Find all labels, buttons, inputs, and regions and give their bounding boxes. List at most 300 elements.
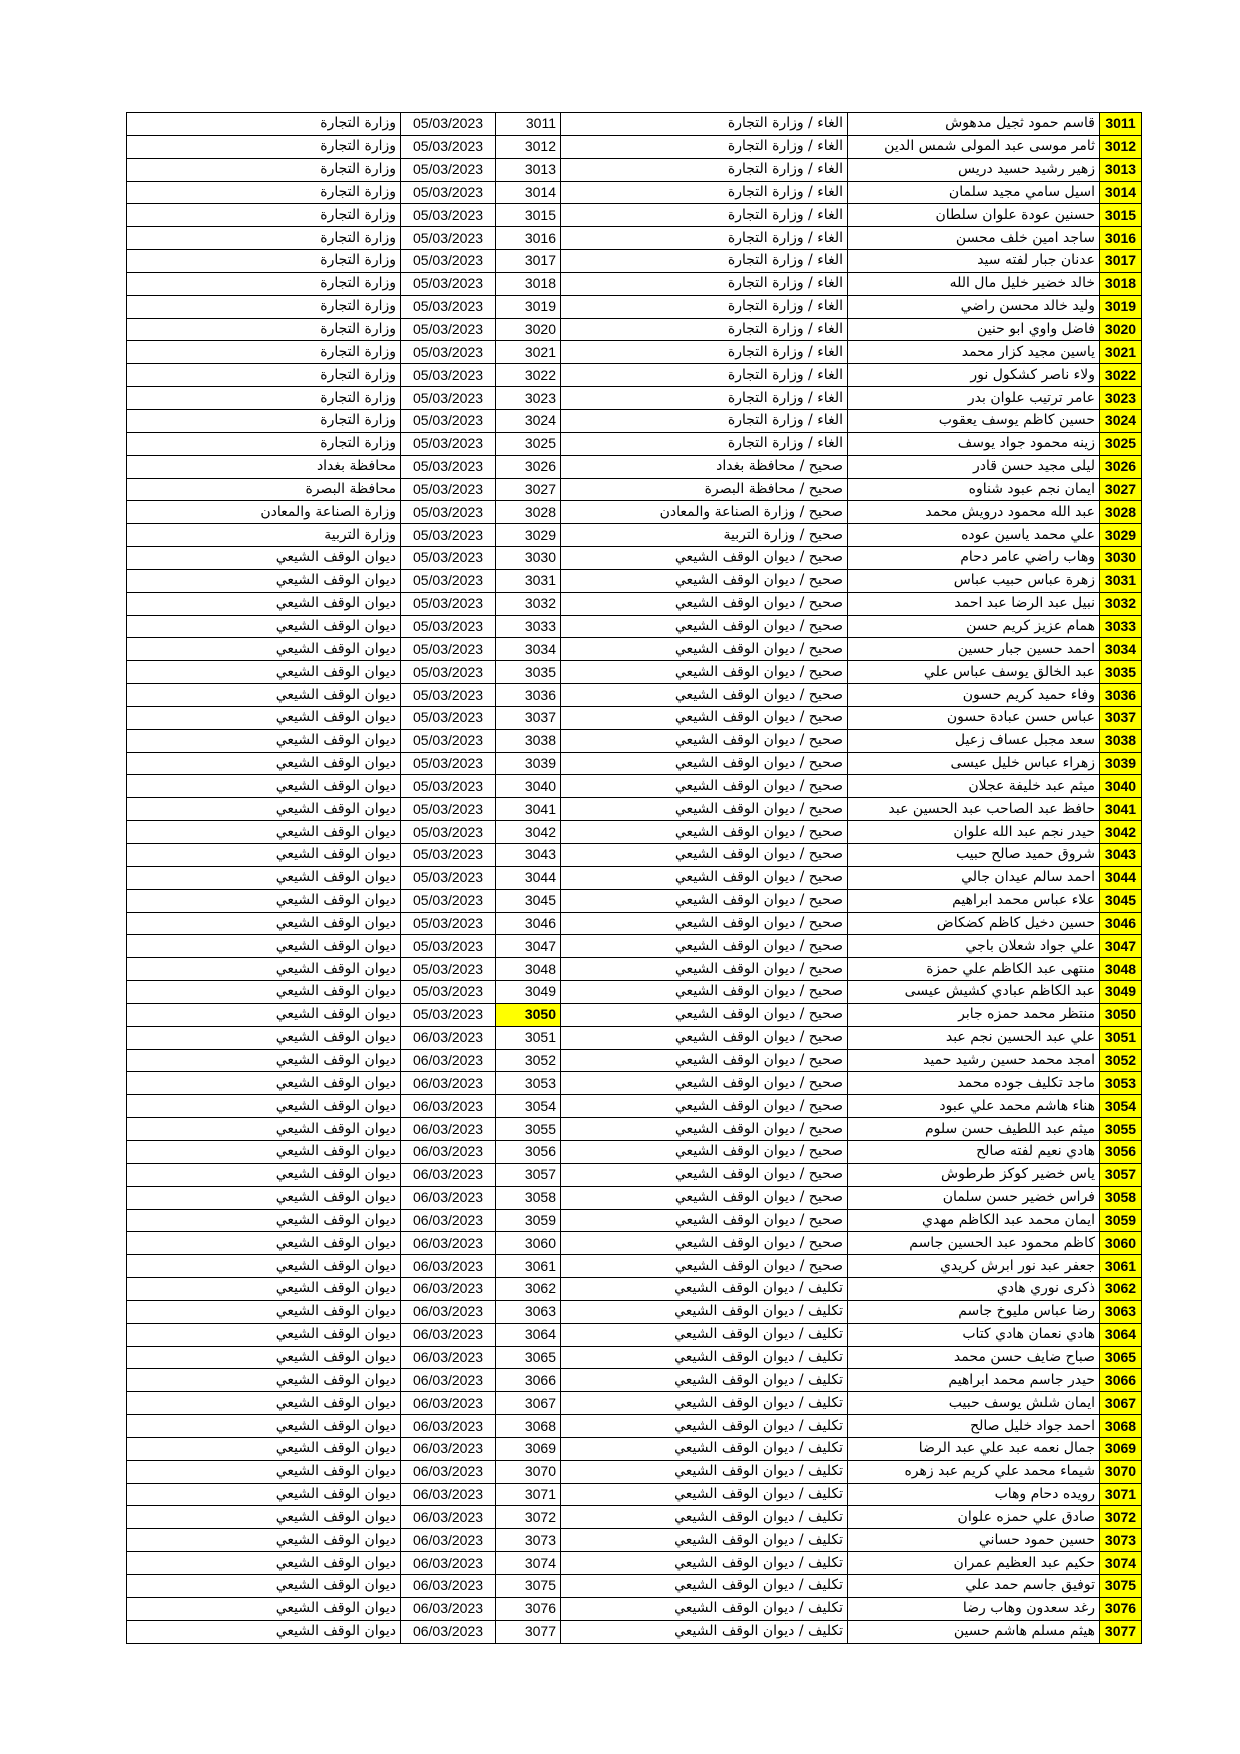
date-cell: 06/03/2023 — [401, 1232, 496, 1255]
reference-cell: 3075 — [496, 1575, 561, 1598]
reference-cell: 3068 — [496, 1415, 561, 1438]
row-number-cell: 3059 — [1100, 1209, 1142, 1232]
reference-cell: 3028 — [496, 501, 561, 524]
table-row — [127, 341, 1142, 364]
status-cell: صحيح / ديوان الوقف الشيعي — [561, 866, 848, 889]
table-row — [127, 1529, 1142, 1552]
reference-cell: 3032 — [496, 592, 561, 615]
table-row — [127, 729, 1142, 752]
table-row — [127, 1620, 1142, 1643]
table-row — [127, 1049, 1142, 1072]
status-cell: تكليف / ديوان الوقف الشيعي — [561, 1575, 848, 1598]
row-number-cell: 3062 — [1100, 1278, 1142, 1301]
date-cell: 06/03/2023 — [401, 1049, 496, 1072]
department-cell: ديوان الوقف الشيعي — [127, 1597, 401, 1620]
row-number-cell: 3024 — [1100, 409, 1142, 432]
department-cell: ديوان الوقف الشيعي — [127, 1163, 401, 1186]
reference-cell: 3061 — [496, 1255, 561, 1278]
date-cell: 05/03/2023 — [401, 958, 496, 981]
row-number-cell: 3013 — [1100, 158, 1142, 181]
department-cell: وزارة التجارة — [127, 318, 401, 341]
status-cell: صحيح / ديوان الوقف الشيعي — [561, 775, 848, 798]
name-cell: عباس حسن عبادة حسون — [848, 706, 1100, 729]
status-cell: صحيح / ديوان الوقف الشيعي — [561, 592, 848, 615]
status-cell: صحيح / ديوان الوقف الشيعي — [561, 889, 848, 912]
reference-cell: 3059 — [496, 1209, 561, 1232]
table-row — [127, 1392, 1142, 1415]
row-number-cell: 3018 — [1100, 272, 1142, 295]
date-cell: 05/03/2023 — [401, 409, 496, 432]
date-cell: 05/03/2023 — [401, 569, 496, 592]
reference-cell: 3056 — [496, 1140, 561, 1163]
reference-cell: 3020 — [496, 318, 561, 341]
status-cell: صحيح / ديوان الوقف الشيعي — [561, 1072, 848, 1095]
reference-cell: 3029 — [496, 524, 561, 547]
date-cell: 05/03/2023 — [401, 501, 496, 524]
row-number-cell: 3012 — [1100, 135, 1142, 158]
row-number-cell: 3022 — [1100, 364, 1142, 387]
status-cell: صحيح / ديوان الوقف الشيعي — [561, 1095, 848, 1118]
date-cell: 05/03/2023 — [401, 318, 496, 341]
department-cell: وزارة التجارة — [127, 364, 401, 387]
date-cell: 06/03/2023 — [401, 1163, 496, 1186]
reference-cell: 3057 — [496, 1163, 561, 1186]
department-cell: وزارة التجارة — [127, 227, 401, 250]
date-cell: 05/03/2023 — [401, 889, 496, 912]
status-cell: صحيح / محافظة بغداد — [561, 455, 848, 478]
reference-cell: 3047 — [496, 935, 561, 958]
reference-cell: 3076 — [496, 1597, 561, 1620]
table-row — [127, 432, 1142, 455]
status-cell: صحيح / ديوان الوقف الشيعي — [561, 935, 848, 958]
status-cell: تكليف / ديوان الوقف الشيعي — [561, 1506, 848, 1529]
row-number-cell: 3044 — [1100, 866, 1142, 889]
name-cell: حافظ عبد الصاحب عبد الحسين عبد — [848, 798, 1100, 821]
date-cell: 06/03/2023 — [401, 1140, 496, 1163]
reference-cell: 3019 — [496, 295, 561, 318]
table-row — [127, 158, 1142, 181]
name-cell: رضا عباس مليوخ جاسم — [848, 1300, 1100, 1323]
department-cell: ديوان الوقف الشيعي — [127, 1095, 401, 1118]
row-number-cell: 3035 — [1100, 661, 1142, 684]
row-number-cell: 3011 — [1100, 113, 1142, 136]
reference-cell: 3033 — [496, 615, 561, 638]
reference-cell: 3048 — [496, 958, 561, 981]
reference-cell: 3066 — [496, 1369, 561, 1392]
name-cell: ولاء ناصر كشكول نور — [848, 364, 1100, 387]
name-cell: ساجد امين خلف محسن — [848, 227, 1100, 250]
department-cell: ديوان الوقف الشيعي — [127, 1049, 401, 1072]
row-number-cell: 3076 — [1100, 1597, 1142, 1620]
reference-cell: 3027 — [496, 478, 561, 501]
status-cell: الغاء / وزارة التجارة — [561, 387, 848, 410]
status-cell: الغاء / وزارة التجارة — [561, 227, 848, 250]
reference-cell: 3065 — [496, 1346, 561, 1369]
row-number-cell: 3026 — [1100, 455, 1142, 478]
row-number-cell: 3057 — [1100, 1163, 1142, 1186]
date-cell: 05/03/2023 — [401, 364, 496, 387]
row-number-cell: 3030 — [1100, 547, 1142, 570]
department-cell: محافظة البصرة — [127, 478, 401, 501]
department-cell: وزارة التجارة — [127, 387, 401, 410]
status-cell: صحيح / ديوان الوقف الشيعي — [561, 798, 848, 821]
name-cell: ماجد تكليف جوده محمد — [848, 1072, 1100, 1095]
reference-cell: 3049 — [496, 981, 561, 1004]
reference-cell: 3039 — [496, 752, 561, 775]
row-number-cell: 3063 — [1100, 1300, 1142, 1323]
status-cell: صحيح / ديوان الوقف الشيعي — [561, 912, 848, 935]
department-cell: ديوان الوقف الشيعي — [127, 1232, 401, 1255]
name-cell: عبد الكاظم عبادي كشيش عيسى — [848, 981, 1100, 1004]
reference-cell: 3031 — [496, 569, 561, 592]
row-number-cell: 3043 — [1100, 844, 1142, 867]
row-number-cell: 3031 — [1100, 569, 1142, 592]
status-cell: تكليف / ديوان الوقف الشيعي — [561, 1437, 848, 1460]
name-cell: قاسم حمود ثجيل مدهوش — [848, 113, 1100, 136]
table-row — [127, 135, 1142, 158]
table-row — [127, 1232, 1142, 1255]
name-cell: ميثم عبد اللطيف حسن سلوم — [848, 1118, 1100, 1141]
name-cell: وهاب راضي عامر دحام — [848, 547, 1100, 570]
row-number-cell: 3040 — [1100, 775, 1142, 798]
status-cell: صحيح / ديوان الوقف الشيعي — [561, 684, 848, 707]
row-number-cell: 3039 — [1100, 752, 1142, 775]
date-cell: 06/03/2023 — [401, 1278, 496, 1301]
status-cell: صحيح / ديوان الوقف الشيعي — [561, 752, 848, 775]
department-cell: ديوان الوقف الشيعي — [127, 592, 401, 615]
name-cell: حكيم عبد العظيم عمران — [848, 1552, 1100, 1575]
status-cell: صحيح / ديوان الوقف الشيعي — [561, 1026, 848, 1049]
reference-cell: 3024 — [496, 409, 561, 432]
department-cell: ديوان الوقف الشيعي — [127, 1140, 401, 1163]
reference-cell: 3046 — [496, 912, 561, 935]
name-cell: شروق حميد صالح حبيب — [848, 844, 1100, 867]
table-row — [127, 912, 1142, 935]
department-cell: ديوان الوقف الشيعي — [127, 935, 401, 958]
department-cell: ديوان الوقف الشيعي — [127, 752, 401, 775]
date-cell: 06/03/2023 — [401, 1346, 496, 1369]
table-row — [127, 524, 1142, 547]
table-row — [127, 1460, 1142, 1483]
table-row — [127, 295, 1142, 318]
table-row — [127, 1003, 1142, 1026]
date-cell: 05/03/2023 — [401, 661, 496, 684]
status-cell: تكليف / ديوان الوقف الشيعي — [561, 1460, 848, 1483]
table-row — [127, 1346, 1142, 1369]
table-row — [127, 501, 1142, 524]
date-cell: 05/03/2023 — [401, 341, 496, 364]
row-number-cell: 3064 — [1100, 1323, 1142, 1346]
name-cell: فراس خضير حسن سلمان — [848, 1186, 1100, 1209]
table-row — [127, 250, 1142, 273]
table-row — [127, 1415, 1142, 1438]
date-cell: 05/03/2023 — [401, 798, 496, 821]
table-row — [127, 478, 1142, 501]
status-cell: صحيح / ديوان الوقف الشيعي — [561, 1118, 848, 1141]
name-cell: منتهى عبد الكاظم علي حمزة — [848, 958, 1100, 981]
row-number-cell: 3042 — [1100, 821, 1142, 844]
table-row — [127, 1209, 1142, 1232]
row-number-cell: 3016 — [1100, 227, 1142, 250]
department-cell: ديوان الوقف الشيعي — [127, 1460, 401, 1483]
row-number-cell: 3025 — [1100, 432, 1142, 455]
department-cell: ديوان الوقف الشيعي — [127, 1072, 401, 1095]
department-cell: وزارة التجارة — [127, 272, 401, 295]
name-cell: عبد الله محمود درويش محمد — [848, 501, 1100, 524]
department-cell: ديوان الوقف الشيعي — [127, 1575, 401, 1598]
table-row — [127, 204, 1142, 227]
date-cell: 05/03/2023 — [401, 158, 496, 181]
row-number-cell: 3065 — [1100, 1346, 1142, 1369]
department-cell: ديوان الوقف الشيعي — [127, 1255, 401, 1278]
reference-cell: 3014 — [496, 181, 561, 204]
table-row — [127, 364, 1142, 387]
department-cell: وزارة التجارة — [127, 432, 401, 455]
date-cell: 05/03/2023 — [401, 981, 496, 1004]
name-cell: ايمان محمد عبد الكاظم مهدي — [848, 1209, 1100, 1232]
reference-cell: 3054 — [496, 1095, 561, 1118]
row-number-cell: 3050 — [1100, 1003, 1142, 1026]
table-row — [127, 547, 1142, 570]
reference-cell: 3063 — [496, 1300, 561, 1323]
table-row — [127, 684, 1142, 707]
reference-cell: 3070 — [496, 1460, 561, 1483]
status-cell: تكليف / ديوان الوقف الشيعي — [561, 1346, 848, 1369]
records-table — [126, 112, 1142, 1644]
table-row — [127, 958, 1142, 981]
department-cell: وزارة التجارة — [127, 409, 401, 432]
date-cell: 05/03/2023 — [401, 547, 496, 570]
department-cell: ديوان الوقف الشيعي — [127, 729, 401, 752]
date-cell: 05/03/2023 — [401, 912, 496, 935]
row-number-cell: 3020 — [1100, 318, 1142, 341]
department-cell: ديوان الوقف الشيعي — [127, 798, 401, 821]
date-cell: 05/03/2023 — [401, 866, 496, 889]
row-number-cell: 3019 — [1100, 295, 1142, 318]
table-row — [127, 1300, 1142, 1323]
date-cell: 06/03/2023 — [401, 1300, 496, 1323]
reference-cell: 3037 — [496, 706, 561, 729]
row-number-cell: 3066 — [1100, 1369, 1142, 1392]
reference-cell: 3022 — [496, 364, 561, 387]
row-number-cell: 3061 — [1100, 1255, 1142, 1278]
department-cell: ديوان الوقف الشيعي — [127, 1209, 401, 1232]
name-cell: هادي نعمان هادي كتاب — [848, 1323, 1100, 1346]
table-row — [127, 409, 1142, 432]
date-cell: 05/03/2023 — [401, 524, 496, 547]
date-cell: 05/03/2023 — [401, 455, 496, 478]
table-row — [127, 1140, 1142, 1163]
status-cell: الغاء / وزارة التجارة — [561, 364, 848, 387]
row-number-cell: 3032 — [1100, 592, 1142, 615]
reference-cell: 3030 — [496, 547, 561, 570]
department-cell: وزارة الصناعة والمعادن — [127, 501, 401, 524]
table-row — [127, 569, 1142, 592]
status-cell: صحيح / وزارة الصناعة والمعادن — [561, 501, 848, 524]
reference-cell: 3016 — [496, 227, 561, 250]
status-cell: الغاء / وزارة التجارة — [561, 181, 848, 204]
status-cell: تكليف / ديوان الوقف الشيعي — [561, 1483, 848, 1506]
date-cell: 05/03/2023 — [401, 387, 496, 410]
department-cell: ديوان الوقف الشيعي — [127, 547, 401, 570]
name-cell: ثامر موسى عبد المولى شمس الدين — [848, 135, 1100, 158]
date-cell: 06/03/2023 — [401, 1460, 496, 1483]
table-row — [127, 798, 1142, 821]
department-cell: ديوان الوقف الشيعي — [127, 1392, 401, 1415]
table-row — [127, 752, 1142, 775]
name-cell: ليلى مجيد حسن قادر — [848, 455, 1100, 478]
department-cell: ديوان الوقف الشيعي — [127, 775, 401, 798]
status-cell: صحيح / محافظة البصرة — [561, 478, 848, 501]
department-cell: ديوان الوقف الشيعي — [127, 889, 401, 912]
department-cell: ديوان الوقف الشيعي — [127, 1026, 401, 1049]
row-number-cell: 3077 — [1100, 1620, 1142, 1643]
reference-cell: 3074 — [496, 1552, 561, 1575]
table-row — [127, 1575, 1142, 1598]
name-cell: احمد جواد خليل صالح — [848, 1415, 1100, 1438]
date-cell: 06/03/2023 — [401, 1095, 496, 1118]
reference-cell: 3043 — [496, 844, 561, 867]
reference-cell: 3035 — [496, 661, 561, 684]
reference-cell: 3064 — [496, 1323, 561, 1346]
date-cell: 05/03/2023 — [401, 250, 496, 273]
department-cell: ديوان الوقف الشيعي — [127, 569, 401, 592]
table-row — [127, 638, 1142, 661]
reference-cell: 3026 — [496, 455, 561, 478]
reference-cell: 3060 — [496, 1232, 561, 1255]
name-cell: حسين حمود حساني — [848, 1529, 1100, 1552]
status-cell: تكليف / ديوان الوقف الشيعي — [561, 1552, 848, 1575]
status-cell: الغاء / وزارة التجارة — [561, 318, 848, 341]
name-cell: علي عبد الحسين نجم عبد — [848, 1026, 1100, 1049]
name-cell: ايمان نجم عبود شناوه — [848, 478, 1100, 501]
status-cell: الغاء / وزارة التجارة — [561, 135, 848, 158]
name-cell: جمال نعمه عبد علي عبد الرضا — [848, 1437, 1100, 1460]
department-cell: ديوان الوقف الشيعي — [127, 1003, 401, 1026]
table-row — [127, 1072, 1142, 1095]
status-cell: صحيح / ديوان الوقف الشيعي — [561, 958, 848, 981]
department-cell: ديوان الوقف الشيعي — [127, 1437, 401, 1460]
reference-cell: 3073 — [496, 1529, 561, 1552]
status-cell: الغاء / وزارة التجارة — [561, 113, 848, 136]
date-cell: 06/03/2023 — [401, 1026, 496, 1049]
department-cell: ديوان الوقف الشيعي — [127, 1323, 401, 1346]
row-number-cell: 3034 — [1100, 638, 1142, 661]
reference-cell: 3044 — [496, 866, 561, 889]
department-cell: وزارة التجارة — [127, 341, 401, 364]
date-cell: 06/03/2023 — [401, 1186, 496, 1209]
table-row — [127, 227, 1142, 250]
row-number-cell: 3027 — [1100, 478, 1142, 501]
status-cell: صحيح / وزارة التربية — [561, 524, 848, 547]
row-number-cell: 3017 — [1100, 250, 1142, 273]
reference-cell: 3015 — [496, 204, 561, 227]
row-number-cell: 3056 — [1100, 1140, 1142, 1163]
table-row — [127, 387, 1142, 410]
reference-cell: 3034 — [496, 638, 561, 661]
row-number-cell: 3067 — [1100, 1392, 1142, 1415]
table-row — [127, 1026, 1142, 1049]
status-cell: صحيح / ديوان الوقف الشيعي — [561, 821, 848, 844]
name-cell: ياسين مجيد كزار محمد — [848, 341, 1100, 364]
table-row — [127, 1483, 1142, 1506]
department-cell: ديوان الوقف الشيعي — [127, 1369, 401, 1392]
department-cell: ديوان الوقف الشيعي — [127, 661, 401, 684]
department-cell: ديوان الوقف الشيعي — [127, 1278, 401, 1301]
date-cell: 05/03/2023 — [401, 1003, 496, 1026]
table-row — [127, 1095, 1142, 1118]
status-cell: صحيح / ديوان الوقف الشيعي — [561, 1255, 848, 1278]
row-number-cell: 3049 — [1100, 981, 1142, 1004]
status-cell: الغاء / وزارة التجارة — [561, 295, 848, 318]
name-cell: هناء هاشم محمد علي عبود — [848, 1095, 1100, 1118]
row-number-cell: 3058 — [1100, 1186, 1142, 1209]
name-cell: حسين كاظم يوسف يعقوب — [848, 409, 1100, 432]
row-number-cell: 3052 — [1100, 1049, 1142, 1072]
status-cell: تكليف / ديوان الوقف الشيعي — [561, 1323, 848, 1346]
table-row — [127, 661, 1142, 684]
table-row — [127, 1118, 1142, 1141]
department-cell: ديوان الوقف الشيعي — [127, 1300, 401, 1323]
status-cell: صحيح / ديوان الوقف الشيعي — [561, 1049, 848, 1072]
records-table-body — [127, 113, 1142, 1644]
department-cell: وزارة التجارة — [127, 181, 401, 204]
name-cell: فاضل واوي ابو حنين — [848, 318, 1100, 341]
department-cell: ديوان الوقف الشيعي — [127, 866, 401, 889]
date-cell: 05/03/2023 — [401, 295, 496, 318]
row-number-cell: 3073 — [1100, 1529, 1142, 1552]
date-cell: 05/03/2023 — [401, 478, 496, 501]
name-cell: رغد سعدون وهاب رضا — [848, 1597, 1100, 1620]
reference-cell: 3018 — [496, 272, 561, 295]
name-cell: توفيق جاسم حمد علي — [848, 1575, 1100, 1598]
department-cell: ديوان الوقف الشيعي — [127, 1529, 401, 1552]
table-row — [127, 1278, 1142, 1301]
status-cell: صحيح / ديوان الوقف الشيعي — [561, 844, 848, 867]
date-cell: 06/03/2023 — [401, 1118, 496, 1141]
status-cell: صحيح / ديوان الوقف الشيعي — [561, 638, 848, 661]
date-cell: 06/03/2023 — [401, 1437, 496, 1460]
row-number-cell: 3075 — [1100, 1575, 1142, 1598]
row-number-cell: 3074 — [1100, 1552, 1142, 1575]
date-cell: 05/03/2023 — [401, 706, 496, 729]
name-cell: حيدر جاسم محمد ابراهيم — [848, 1369, 1100, 1392]
row-number-cell: 3046 — [1100, 912, 1142, 935]
name-cell: منتظر محمد حمزه جابر — [848, 1003, 1100, 1026]
date-cell: 05/03/2023 — [401, 113, 496, 136]
status-cell: صحيح / ديوان الوقف الشيعي — [561, 569, 848, 592]
name-cell: عدنان جبار لفته سيد — [848, 250, 1100, 273]
date-cell: 05/03/2023 — [401, 432, 496, 455]
name-cell: حسنين عودة علوان سلطان — [848, 204, 1100, 227]
row-number-cell: 3014 — [1100, 181, 1142, 204]
name-cell: ياس خضير كوكز طرطوش — [848, 1163, 1100, 1186]
row-number-cell: 3023 — [1100, 387, 1142, 410]
department-cell: وزارة التجارة — [127, 113, 401, 136]
name-cell: علي محمد ياسين عوده — [848, 524, 1100, 547]
reference-cell: 3062 — [496, 1278, 561, 1301]
department-cell: محافظة بغداد — [127, 455, 401, 478]
name-cell: صباح ضايف حسن محمد — [848, 1346, 1100, 1369]
name-cell: عامر ترتيب علوان بدر — [848, 387, 1100, 410]
name-cell: خالد خضير خليل مال الله — [848, 272, 1100, 295]
reference-cell: 3011 — [496, 113, 561, 136]
table-row — [127, 821, 1142, 844]
name-cell: همام عزيز كريم حسن — [848, 615, 1100, 638]
status-cell: صحيح / ديوان الوقف الشيعي — [561, 1163, 848, 1186]
reference-cell: 3040 — [496, 775, 561, 798]
row-number-cell: 3069 — [1100, 1437, 1142, 1460]
